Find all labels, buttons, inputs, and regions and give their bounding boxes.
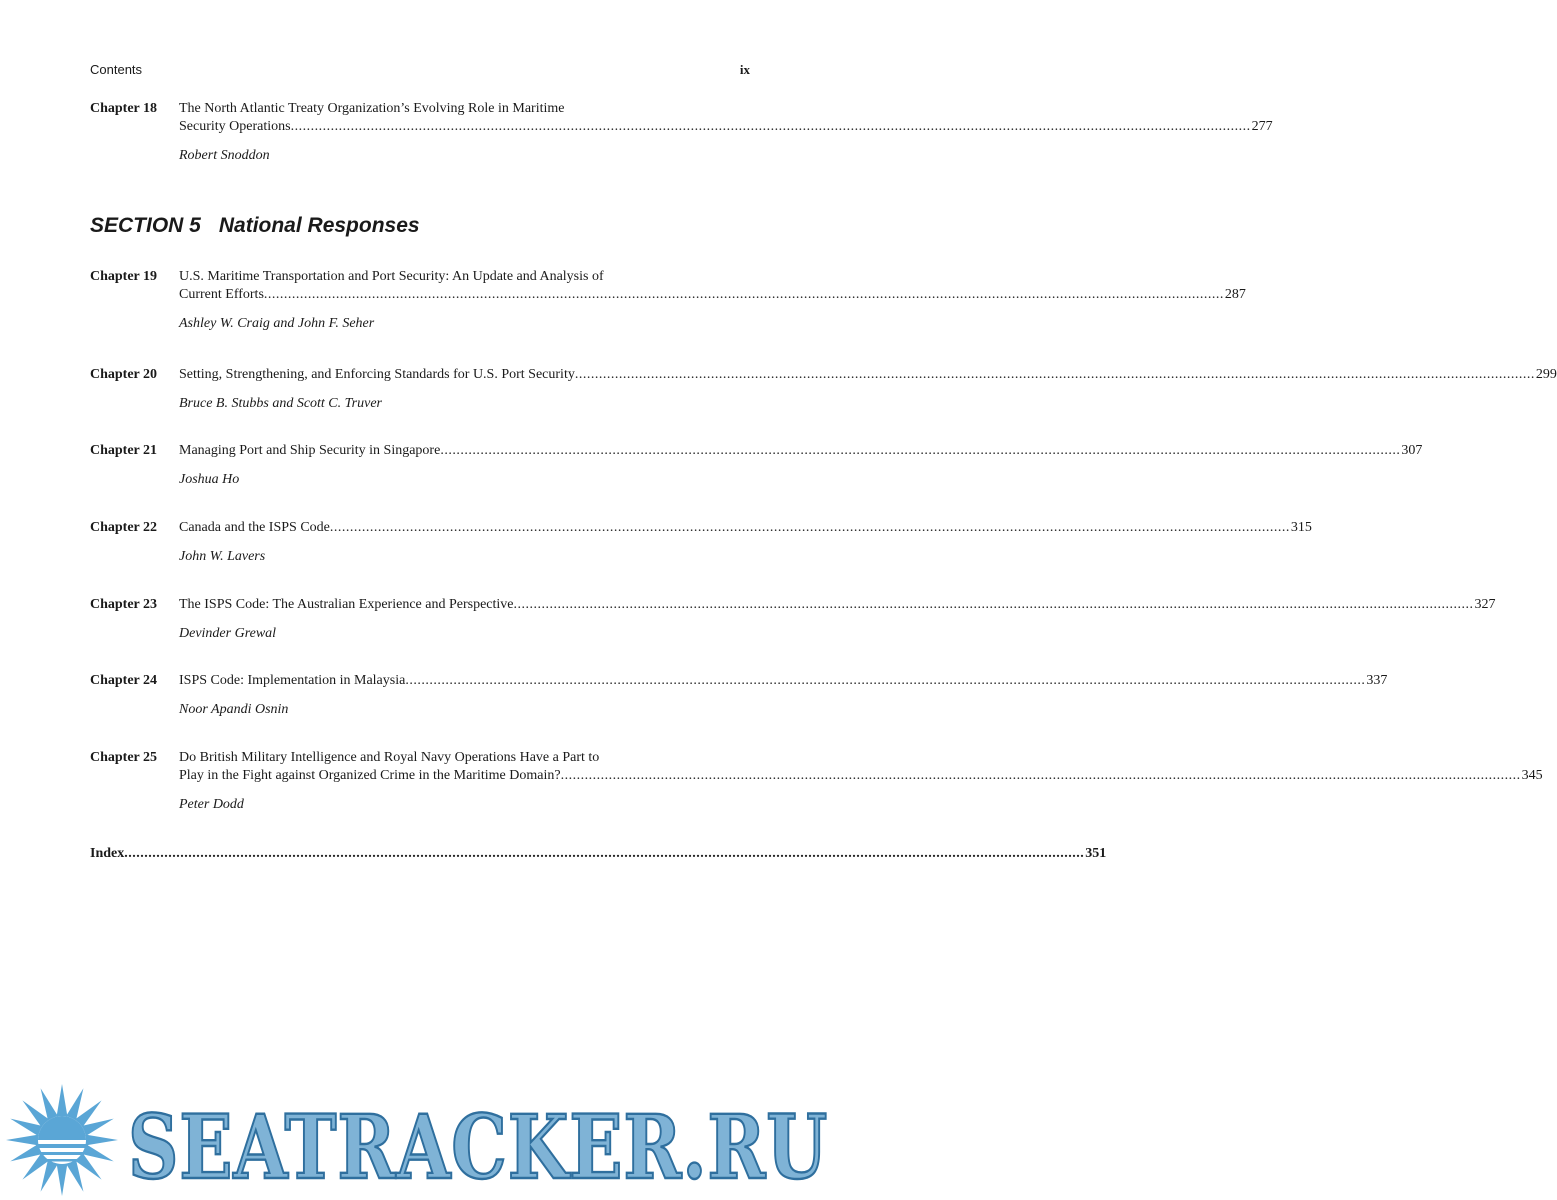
toc-entry-chapter-22[interactable] (90, 519, 1312, 566)
chapter-author: Bruce B. Stubbs and Scott C. Truver (179, 396, 382, 411)
toc-entry-chapter-18[interactable] (90, 100, 1273, 165)
chapter-page: 345 (1521, 768, 1543, 783)
toc-entry-chapter-25[interactable] (90, 749, 1543, 814)
chapter-title: ISPS Code: Implementation in Malaysia (179, 673, 406, 688)
toc-entry-chapter-20[interactable] (90, 366, 1557, 413)
toc-entry-index[interactable] (90, 846, 1107, 862)
chapter-title: Canada and the ISPS Code (179, 520, 330, 535)
dot-leader (264, 286, 1224, 304)
sun-logo-icon (6, 1084, 118, 1196)
watermark (0, 1080, 840, 1200)
page-number: ix (739, 62, 750, 77)
toc-entry-chapter-24[interactable] (90, 672, 1388, 719)
index-page: 351 (1085, 846, 1107, 861)
chapter-title-line-2: Current Efforts (179, 287, 264, 302)
running-head-title: Contents (90, 62, 143, 77)
index-label: Index (90, 846, 125, 861)
chapter-author: Joshua Ho (179, 472, 240, 487)
toc-entry-chapter-19[interactable] (90, 268, 1246, 333)
dot-leader (440, 442, 1400, 460)
chapter-label: Chapter 22 (90, 520, 158, 535)
dot-leader (405, 672, 1365, 690)
section-heading (90, 214, 420, 238)
chapter-author: John W. Lavers (179, 549, 266, 564)
section-number: SECTION 5 (90, 214, 201, 237)
chapter-title: Managing Port and Ship Security in Singapore (179, 443, 441, 458)
watermark-text: SEATRACKER.RU (128, 1095, 828, 1199)
chapter-label: Chapter 21 (90, 443, 158, 458)
chapter-author: Ashley W. Craig and John F. Seher (179, 316, 375, 331)
chapter-title-line-2: Play in the Fight against Organized Crime in the Maritime Domain? (179, 768, 561, 783)
chapter-label: Chapter 19 (90, 269, 158, 284)
chapter-author: Noor Apandi Osnin (179, 702, 289, 717)
chapter-title-line-2: Security Operations (179, 119, 291, 134)
toc-entry-chapter-21[interactable] (90, 442, 1423, 489)
chapter-author: Robert Snoddon (179, 148, 270, 163)
chapter-title-line-1: U.S. Maritime Transportation and Port Security: An Update and Analysis of (179, 269, 604, 284)
running-head (90, 62, 750, 80)
chapter-title-line-1: The North Atlantic Treaty Organization’s Evolving Role in Maritime (179, 101, 565, 116)
chapter-page: 327 (1474, 597, 1496, 612)
chapter-page: 299 (1535, 367, 1557, 382)
chapter-label: Chapter 23 (90, 597, 158, 612)
dot-leader (575, 366, 1535, 384)
chapter-label: Chapter 25 (90, 750, 158, 765)
dot-leader (330, 519, 1290, 537)
chapter-title: The ISPS Code: The Australian Experience and Perspective (179, 597, 514, 612)
section-title: National Responses (218, 214, 420, 237)
chapter-label: Chapter 18 (90, 101, 158, 116)
chapter-title-line-1: Do British Military Intelligence and Royal Navy Operations Have a Part to (179, 750, 600, 765)
dot-leader (291, 118, 1251, 136)
chapter-page: 337 (1366, 673, 1388, 688)
dot-leader (514, 596, 1474, 614)
chapter-page: 277 (1251, 119, 1273, 134)
dot-leader (561, 767, 1521, 785)
chapter-title: Setting, Strengthening, and Enforcing Standards for U.S. Port Security (179, 367, 575, 382)
dot-leader (124, 846, 1084, 862)
chapter-label: Chapter 20 (90, 367, 158, 382)
chapter-author: Devinder Grewal (179, 626, 277, 641)
chapter-author: Peter Dodd (179, 797, 244, 812)
chapter-page: 287 (1224, 287, 1246, 302)
chapter-page: 315 (1290, 520, 1312, 535)
toc-entry-chapter-23[interactable] (90, 596, 1496, 643)
chapter-label: Chapter 24 (90, 673, 158, 688)
chapter-page: 307 (1401, 443, 1423, 458)
